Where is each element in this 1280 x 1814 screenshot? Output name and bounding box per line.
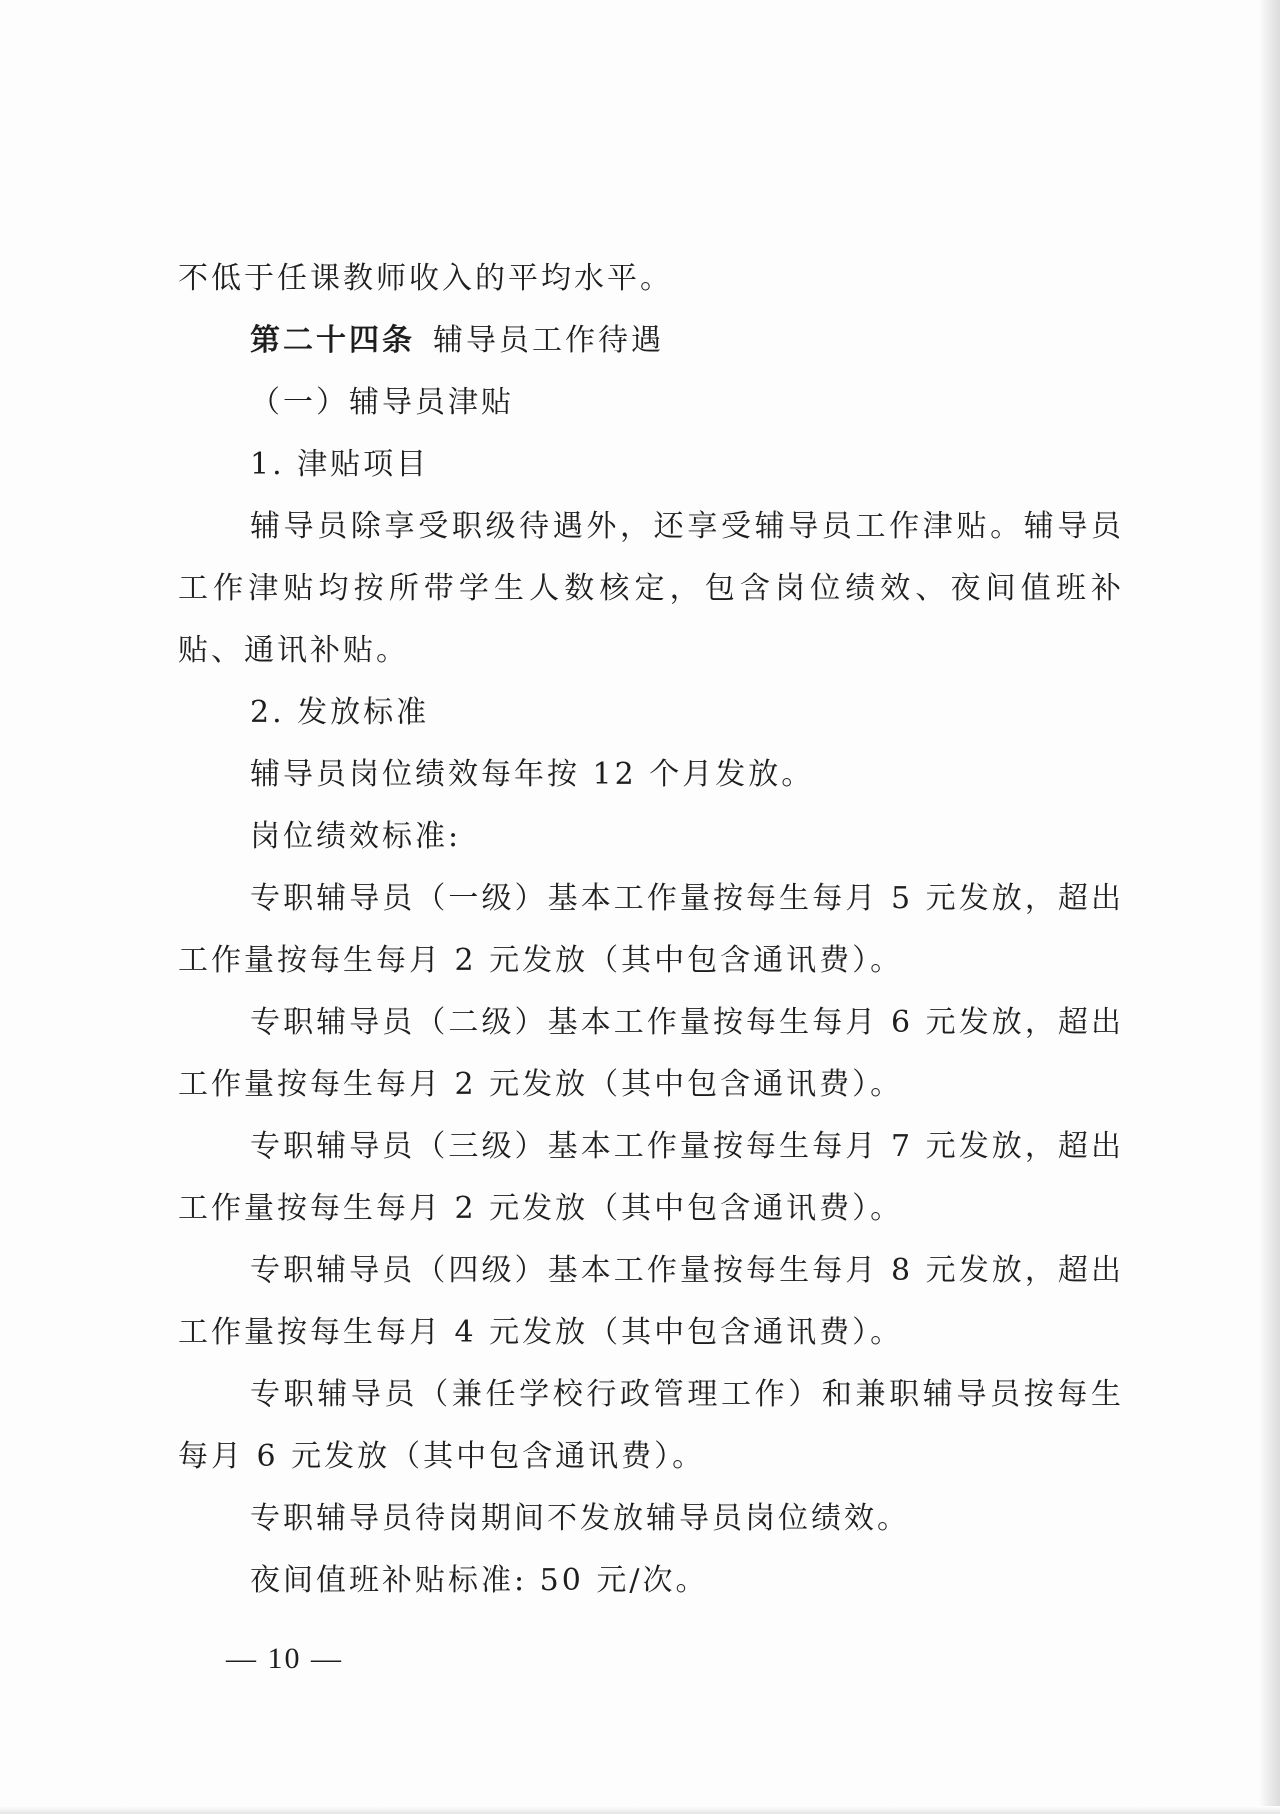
paragraph-level-four: 专职辅导员（四级）基本工作量按每生每月 8 元发放，超出工作量按每生每月 4 元发放（其中包含通讯费）。 — [178, 1253, 1124, 1350]
paragraph-standby: 专职辅导员待岗期间不发放辅导员岗位绩效。 — [250, 1501, 910, 1536]
paragraph-level-one: 专职辅导员（一级）基本工作量按每生每月 5 元发放，超出工作量按每生每月 2 元发放（其中包含通讯费）。 — [178, 881, 1124, 978]
paragraph-allowance-items: 辅导员除享受职级待遇外，还享受辅导员工作津贴。辅导员工作津贴均按所带学生人数核定，包含岗位绩效、夜间值班补贴、通讯补贴。 — [178, 509, 1124, 668]
subsection-heading-standards: 2. 发放标准 — [250, 695, 430, 730]
paragraph-continuation: 不低于任课教师收入的平均水平。 — [178, 261, 673, 296]
section-heading-allowance: （一）辅导员津贴 — [250, 385, 514, 420]
paragraph-monthly-payment: 辅导员岗位绩效每年按 12 个月发放。 — [250, 757, 815, 792]
article-label: 第二十四条 — [250, 323, 415, 358]
paragraph-part-time: 专职辅导员（兼任学校行政管理工作）和兼职辅导员按每生每月 6 元发放（其中包含通讯费）。 — [178, 1377, 1124, 1474]
paragraph-standard-label: 岗位绩效标准: — [250, 819, 462, 854]
document-body — [178, 248, 1124, 1612]
scan-edge-shadow — [1258, 0, 1280, 1814]
subsection-heading-items: 1. 津贴项目 — [250, 447, 430, 482]
article-heading — [178, 310, 1124, 372]
paragraph-level-two: 专职辅导员（二级）基本工作量按每生每月 6 元发放，超出工作量按每生每月 2 元发放（其中包含通讯费）。 — [178, 1005, 1124, 1102]
paragraph-night-duty: 夜间值班补贴标准: 50 元/次。 — [250, 1563, 709, 1598]
scan-bottom-shadow — [0, 1806, 1280, 1814]
page-number: — 10 — — [226, 1642, 343, 1675]
article-title: 辅导员工作待遇 — [433, 323, 664, 358]
paragraph-level-three: 专职辅导员（三级）基本工作量按每生每月 7 元发放，超出工作量按每生每月 2 元发放（其中包含通讯费）。 — [178, 1129, 1124, 1226]
